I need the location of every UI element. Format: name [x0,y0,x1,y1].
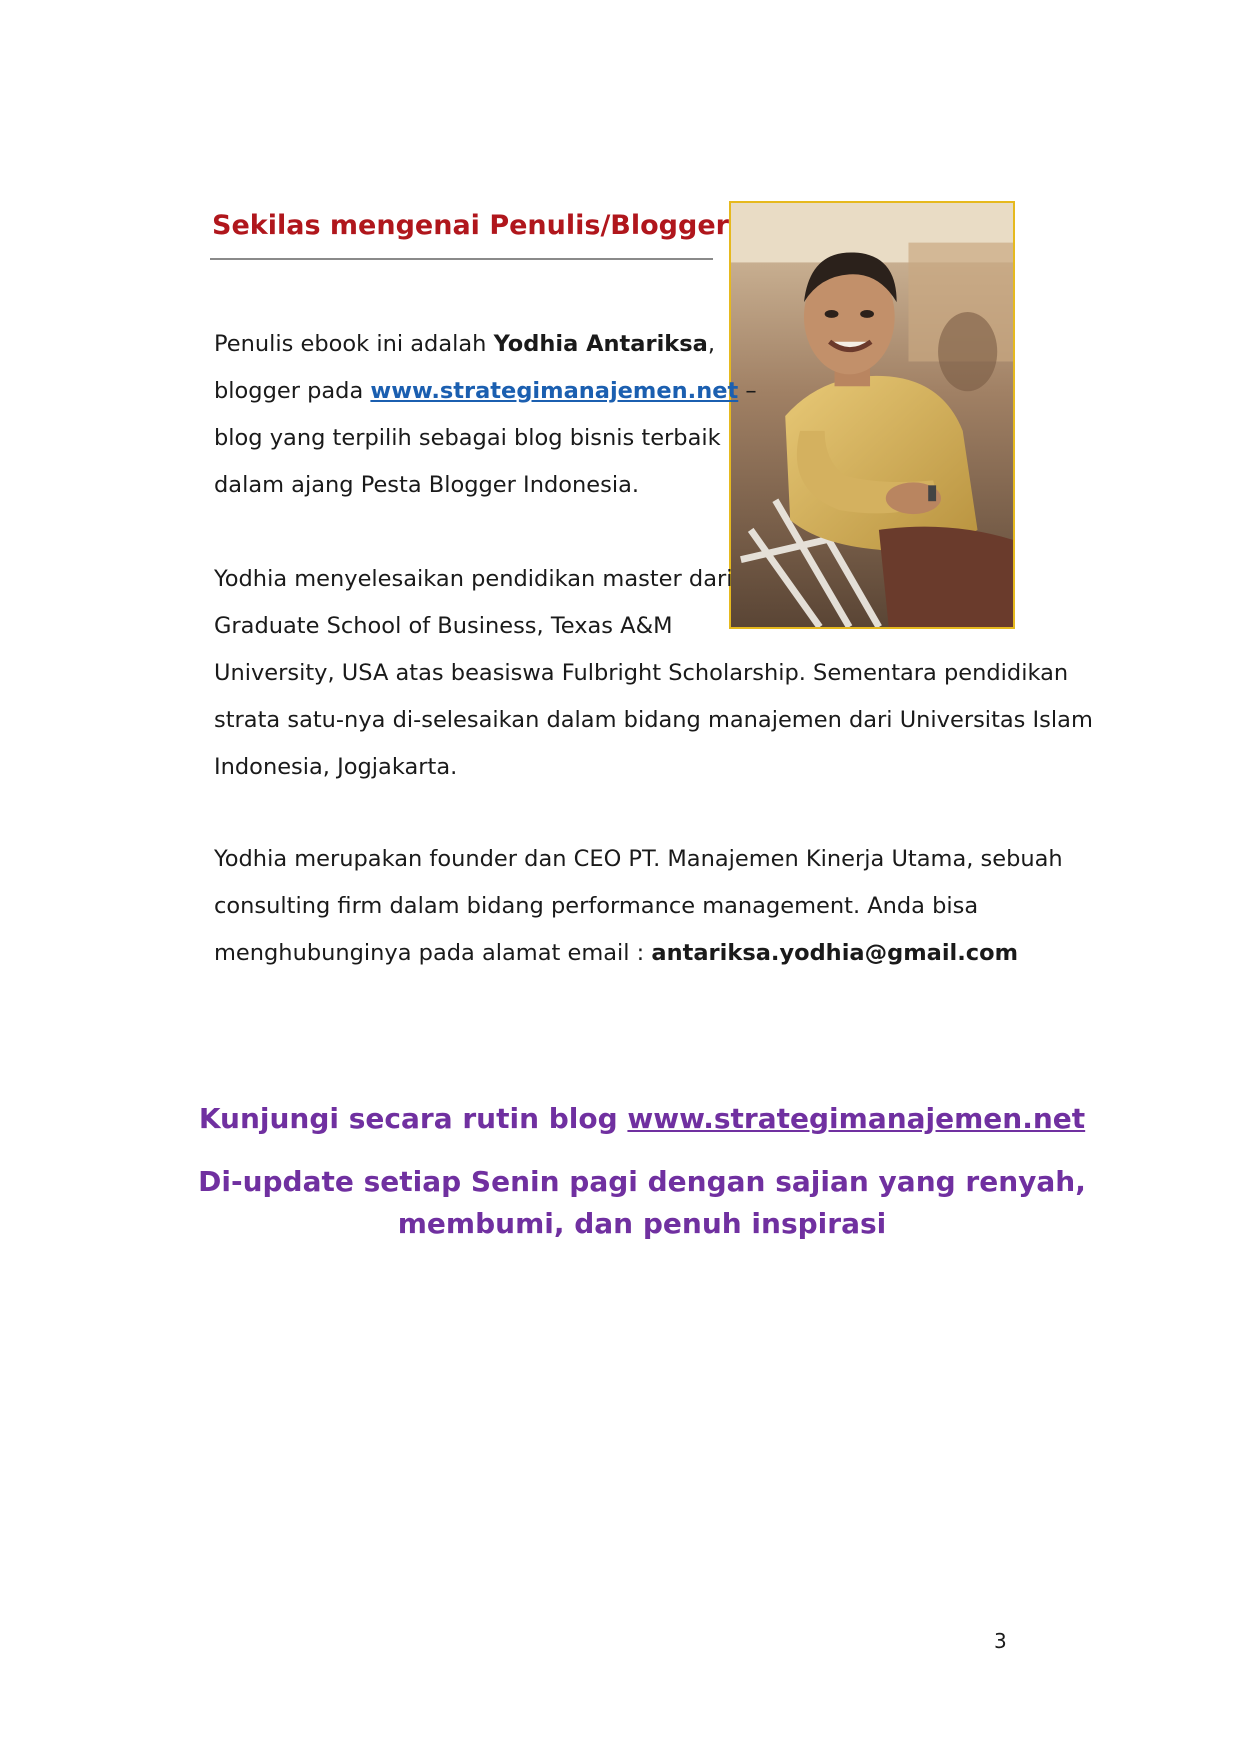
career-line-2: consulting firm dalam bidang performance management. Anda bisa [214,893,979,919]
intro-line-4: dalam ajang Pesta Blogger Indonesia. [214,472,640,498]
intro-dash: – [738,378,757,404]
education-paragraph [214,556,1093,791]
education-line: University, USA atas beasiswa Fulbright Scholarship. Sementara pendidikan [214,660,1069,686]
blog-link[interactable]: www.strategimanajemen.net [370,378,739,404]
heading-underline [210,258,713,260]
page-number: 3 [994,1629,1007,1653]
intro-line-3: blog yang terpilih sebagai blog bisnis terbaik [214,425,721,451]
education-line: Indonesia, Jogjakarta. [214,754,458,780]
intro-line-2 [214,368,757,415]
education-line: Graduate School of Business, Texas A&M [214,613,673,639]
promo-line-3: membumi, dan penuh inspirasi [397,1207,887,1240]
intro-punctuation: , [707,331,715,357]
intro-paragraph [214,321,757,509]
promo-blog-link[interactable]: www.strategimanajemen.net [627,1102,1086,1135]
promo-update [22,1161,1240,1245]
career-line-3 [214,930,1063,977]
promo-line-1 [22,1098,1240,1140]
promo-visit [22,1098,1240,1140]
promo-text: Kunjungi secara rutin blog [198,1102,628,1135]
education-line: strata satu-nya di-selesaikan dalam bidang manajemen dari Universitas Islam [214,707,1093,733]
career-text: menghubunginya pada alamat email : [214,940,652,966]
intro-text: Penulis ebook ini adalah [214,331,494,357]
section-heading: Sekilas mengenai Penulis/Blogger [212,210,729,241]
promo-line-2: Di-update setiap Senin pagi dengan sajian yang renyah, [198,1165,1086,1198]
education-line: Yodhia menyelesaikan pendidikan master dari [214,566,733,592]
career-line-1: Yodhia merupakan founder dan CEO PT. Manajemen Kinerja Utama, sebuah [214,846,1063,872]
author-name: Yodhia Antariksa [493,331,708,357]
intro-line-1 [214,321,757,368]
intro-text: blogger pada [214,378,371,404]
career-paragraph [214,836,1063,977]
email-address: antariksa.yodhia@gmail.com [651,940,1019,966]
